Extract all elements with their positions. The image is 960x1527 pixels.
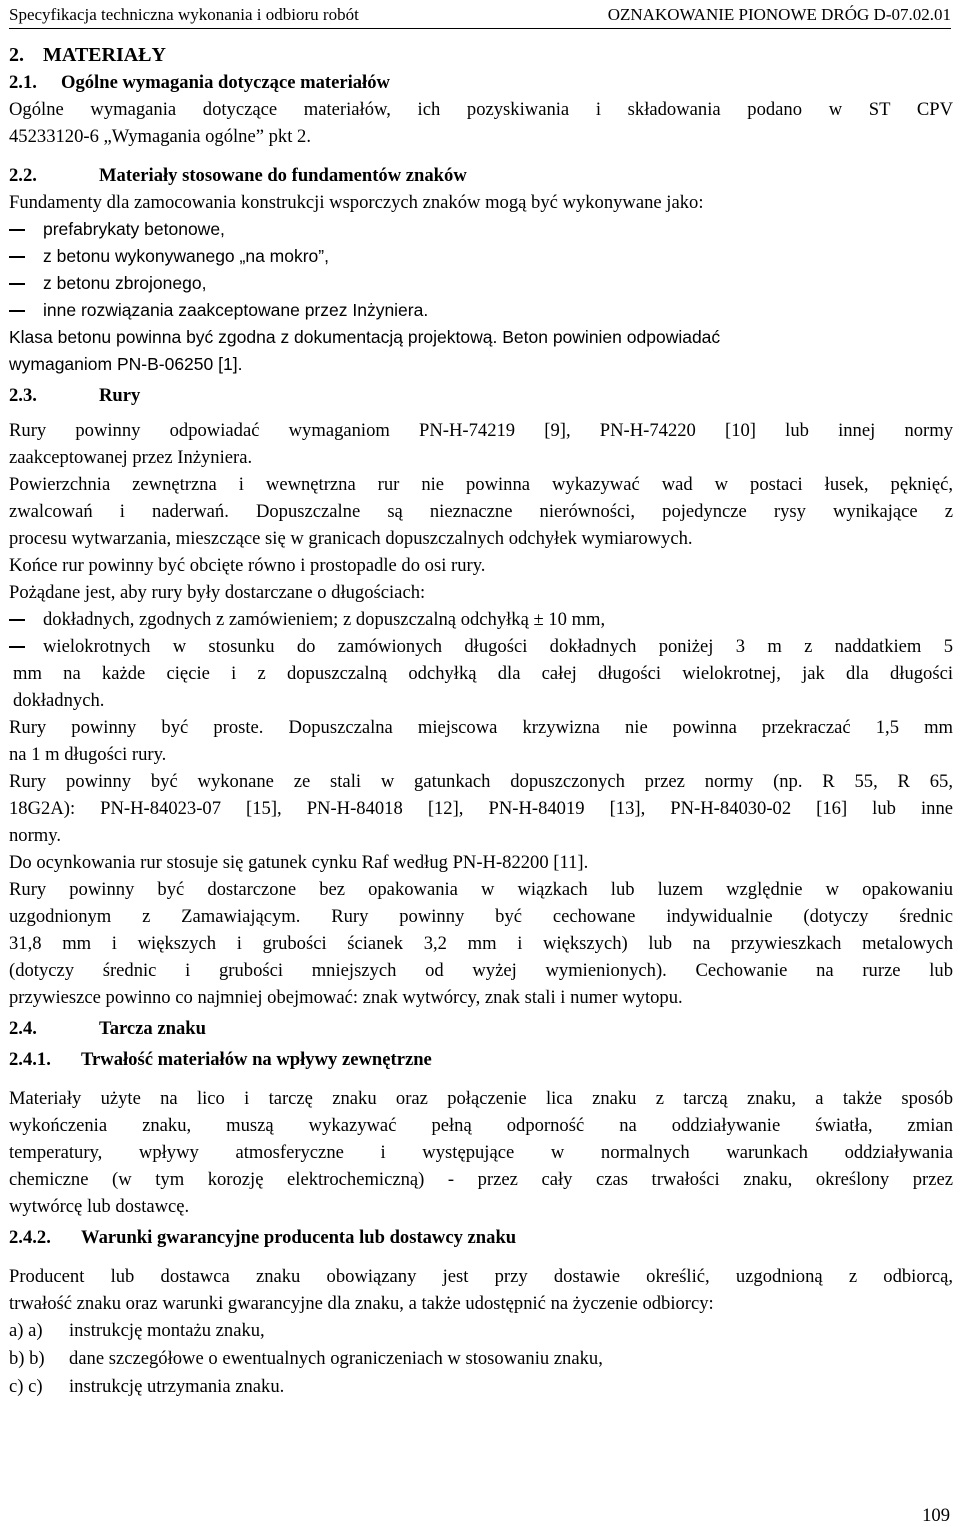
dash-bullet xyxy=(9,646,25,648)
list-item xyxy=(9,633,953,660)
dash-bullet xyxy=(9,619,25,621)
paragraph-line: dokładnych. xyxy=(13,690,105,711)
paragraph-line: Ogólne wymagania dotyczące materiałów, ich pozyskiwania i składowania podano w ST CPV xyxy=(9,99,953,120)
section-2-2-heading xyxy=(9,162,953,189)
paragraph-line: Końce rur powinny być obcięte równo i prostopadle do osi rury. xyxy=(9,555,486,576)
header-title: Specyfikacja techniczna wykonania i odbioru robót xyxy=(9,5,359,24)
list-item-text: dokładnych, zgodnych z zamówieniem; z dopuszczalną odchyłką ± 10 mm, xyxy=(43,609,606,630)
paragraph-line: normy. xyxy=(9,825,61,846)
list-item-label: c) c) xyxy=(9,1376,43,1397)
list-item-text: instrukcję montażu znaku, xyxy=(69,1320,265,1341)
list-item xyxy=(9,1345,953,1373)
paragraph-line: trwałość znaku oraz warunki gwarancyjne dla znaku, a także udostępnić na życzenie odbiorcy: xyxy=(9,1293,714,1314)
section-2-4-heading xyxy=(9,1015,953,1042)
section-number: 2.3. xyxy=(9,385,37,406)
paragraph-line: Fundamenty dla zamocowania konstrukcji wsporczych znaków mogą być wykonywane jako: xyxy=(9,192,704,213)
paragraph-line: zwalcowań i naderwań. Dopuszczalne są nieznaczne nierówności, pojedyncze rysy wynikające z xyxy=(9,501,953,522)
section-number: 2.4. xyxy=(9,1018,37,1039)
list-item-text: wielokrotnych w stosunku do zamówionych długości dokładnych poniżej 3 m z naddatkiem 5 xyxy=(43,636,953,657)
list-item-text: instrukcję utrzymania znaku. xyxy=(69,1376,285,1397)
dash-bullet xyxy=(9,283,25,285)
paragraph-line: temperatury, wpływy atmosferyczne i występujące w normalnych warunkach oddziaływania xyxy=(9,1142,953,1163)
list-item xyxy=(9,1317,953,1345)
section-title: Warunki gwarancyjne producenta lub dostawcy znaku xyxy=(81,1227,517,1248)
section-number: 2.4.2. xyxy=(9,1227,51,1248)
paragraph-line: (dotyczy średnic i grubości mniejszych od wyżej wymienionych). Cechowanie na rurze lub xyxy=(9,960,953,981)
section-title: Materiały stosowane do fundamentów znaków xyxy=(99,165,467,186)
paragraph-line: wytwórcę lub dostawcę. xyxy=(9,1196,190,1217)
section-title: Trwałość materiałów na wpływy zewnętrzne xyxy=(81,1049,432,1070)
paragraph-line: Powierzchnia zewnętrzna i wewnętrzna rur nie powinna wykazywać wad w postaci łusek, pęknięć, xyxy=(9,474,953,495)
section-2-1-heading xyxy=(9,69,953,96)
list-item-label: a) a) xyxy=(9,1320,43,1341)
list-item xyxy=(9,270,953,297)
section-2-3-heading xyxy=(9,382,953,409)
section-number: 2.1. xyxy=(9,72,37,93)
paragraph-line: wymaganiom PN-B-06250 [1]. xyxy=(9,354,243,374)
paragraph-line: 18G2A): PN-H-84023-07 [15], PN-H-84018 [12], PN-H-84019 [13], PN-H-84030-02 [16] lub inne xyxy=(9,798,953,819)
paragraph-line: mm na każde cięcie i z dopuszczalną odchyłką dla całej długości wielokrotnej, jak dla długości xyxy=(13,663,953,684)
paragraph-line: wykończenia znaku, muszą wykazywać pełną odporność na oddziaływanie światła, zmian xyxy=(9,1115,953,1136)
paragraph-line: Do ocynkowania rur stosuje się gatunek cynku Raf według PN-H-82200 [11]. xyxy=(9,852,589,873)
list-item-text: dane szczegółowe o ewentualnych ograniczeniach w stosowaniu znaku, xyxy=(69,1348,603,1369)
dash-bullet xyxy=(9,256,25,258)
paragraph-line: Rury powinny być proste. Dopuszczalna miejscowa krzywizna nie powinna przekraczać 1,5 mm xyxy=(9,717,953,738)
paragraph-line: zaakceptowanej przez Inżyniera. xyxy=(9,447,253,468)
section-2-4-1-heading xyxy=(9,1046,953,1073)
section-title: Ogólne wymagania dotyczące materiałów xyxy=(61,72,390,93)
section-number: 2.2. xyxy=(9,165,37,186)
paragraph-line: Rury powinny być wykonane ze stali w gatunkach dopuszczonych przez normy (np. R 55, R 65, xyxy=(9,771,953,792)
running-header xyxy=(9,4,951,29)
paragraph-line: Rury powinny odpowiadać wymaganiom PN-H-74219 [9], PN-H-74220 [10] lub innej normy xyxy=(9,420,953,441)
section-title: Rury xyxy=(99,385,141,406)
list-item xyxy=(9,606,953,633)
dash-bullet xyxy=(9,310,25,312)
list-item-text: z betonu zbrojonego, xyxy=(43,273,207,293)
list-item xyxy=(9,216,953,243)
header-code: OZNAKOWANIE PIONOWE DRÓG D-07.02.01 xyxy=(607,5,951,24)
page-number: 109 xyxy=(922,1505,950,1526)
section-title: MATERIAŁY xyxy=(43,44,166,66)
section-title: Tarcza znaku xyxy=(99,1018,206,1039)
list-item-text: z betonu wykonywanego „na mokro”, xyxy=(43,246,329,266)
paragraph-line: 45233120-6 „Wymagania ogólne” pkt 2. xyxy=(9,126,311,147)
section-2-4-2-heading xyxy=(9,1224,953,1251)
list-item-label: b) b) xyxy=(9,1348,45,1369)
document-body xyxy=(9,42,953,1401)
paragraph-line: Materiały użyte na lico i tarczę znaku oraz połączenie lica znaku z tarczą znaku, a także sposób xyxy=(9,1088,953,1109)
paragraph-line: uzgodnionym z Zamawiającym. Rury powinny być cechowane indywidualnie (dotyczy średnic xyxy=(9,906,953,927)
section-number: 2. xyxy=(9,44,24,66)
paragraph-line: procesu wytwarzania, mieszczące się w granicach dopuszczalnych odchyłek wymiarowych. xyxy=(9,528,693,549)
paragraph-line: Klasa betonu powinna być zgodna z dokumentacją projektową. Beton powinien odpowiadać xyxy=(9,327,721,347)
paragraph-line: Rury powinny być dostarczone bez opakowania w wiązkach lub luzem względnie w opakowaniu xyxy=(9,879,953,900)
dash-bullet xyxy=(9,229,25,231)
list-item xyxy=(9,1373,953,1401)
list-item-text: prefabrykaty betonowe, xyxy=(43,219,225,239)
list-item xyxy=(9,243,953,270)
section-number: 2.4.1. xyxy=(9,1049,51,1070)
paragraph-line: Pożądane jest, aby rury były dostarczane o długościach: xyxy=(9,582,426,603)
paragraph-line: przywieszce powinno co najmniej obejmować: znak wytwórcy, znak stali i numer wytopu. xyxy=(9,987,683,1008)
paragraph-line: chemiczne (w tym korozję elektrochemiczną) - przez cały czas trwałości znaku, określony przez xyxy=(9,1169,953,1190)
list-item-text: inne rozwiązania zaakceptowane przez Inżyniera. xyxy=(43,300,429,320)
paragraph-line: Producent lub dostawca znaku obowiązany jest przy dostawie określić, uzgodnioną z odbiorcą, xyxy=(9,1266,953,1287)
list-item xyxy=(9,297,953,324)
section-2-heading xyxy=(9,42,953,69)
paragraph-line: na 1 m długości rury. xyxy=(9,744,167,765)
paragraph-line: 31,8 mm i większych i grubości ścianek 3,2 mm i większych) lub na przywieszkach metalowych xyxy=(9,933,953,954)
